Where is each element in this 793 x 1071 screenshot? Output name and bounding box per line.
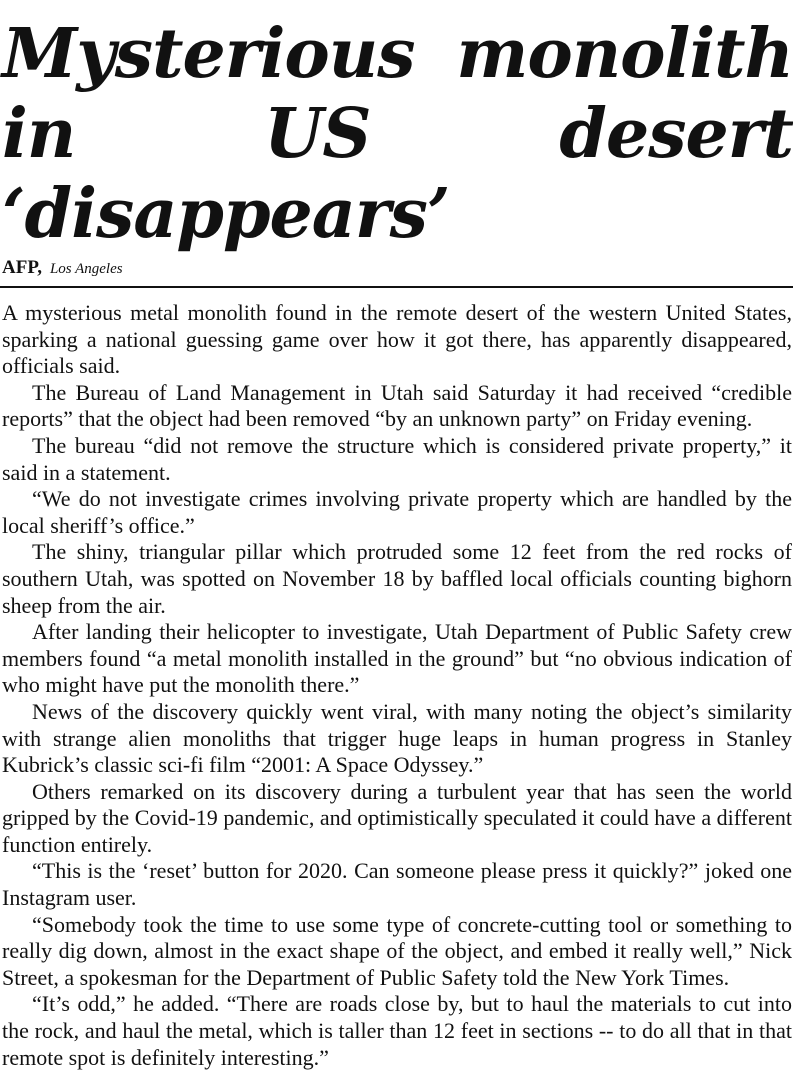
article-paragraph: News of the discovery quickly went viral, with many noting the object’s similarity with strange alien monoliths that trigger huge leaps in human progress in Stanley Kubrick’s classic sci-fi film “2001: A Space Odyssey.” bbox=[2, 698, 792, 778]
article-paragraph: “This is the ‘reset’ button for 2020. Can someone please press it quickly?” joked one Instagram user. bbox=[2, 858, 792, 911]
article-paragraph: “It’s odd,” he added. “There are roads close by, but to haul the materials to cut into the rock, and haul the metal, which is taller than 12 feet in sections -- to do all that in that remote spot is definitely interesting.” bbox=[2, 991, 792, 1070]
article-paragraph: “We do not investigate crimes involving private property which are handled by the local sheriff’s office.” bbox=[2, 486, 792, 538]
article-paragraph: A mysterious metal monolith found in the remote desert of the western United States, sparking a national guessing game over how it got there, has apparently disappeared, officials said. bbox=[2, 300, 792, 379]
article-paragraph: Others remarked on its discovery during a turbulent year that has seen the world gripped by the Covid-19 pandemic, and optimistically speculated it could have a different function entirely. bbox=[2, 778, 792, 857]
article-paragraph: After landing their helicopter to investigate, Utah Department of Public Safety crew members found “a metal monolith installed in the ground” but “no obvious indication of who might have put the monolith there.” bbox=[2, 619, 792, 698]
article-paragraph: The shiny, triangular pillar which protruded some 12 feet from the red rocks of southern Utah, was spotted on November 18 by baffled local officials counting bighorn sheep from the air. bbox=[2, 539, 792, 618]
headline-divider bbox=[0, 286, 793, 288]
news-agency: AFP, bbox=[2, 257, 42, 278]
article-paragraph: The bureau “did not remove the structure which is considered private property,” it said in a statement. bbox=[2, 432, 792, 485]
article-paragraph: The Bureau of Land Management in Utah said Saturday it had received “credible reports” that the object had been removed “by an unknown party” on Friday evening. bbox=[2, 379, 792, 432]
article-dateline bbox=[2, 256, 793, 280]
dateline-city: Los Angeles bbox=[49, 261, 123, 277]
article-headline: Mysterious monolith in US desert ‘disappears’ bbox=[2, 14, 793, 254]
article-body bbox=[0, 300, 793, 1071]
article-paragraph: “Somebody took the time to use some type of concrete-cutting tool or something to really dig down, almost in the exact shape of the object, and embed it really well,” Nick Street, a spokesman for the Department of Public Safety told the New York Times. bbox=[2, 911, 792, 990]
